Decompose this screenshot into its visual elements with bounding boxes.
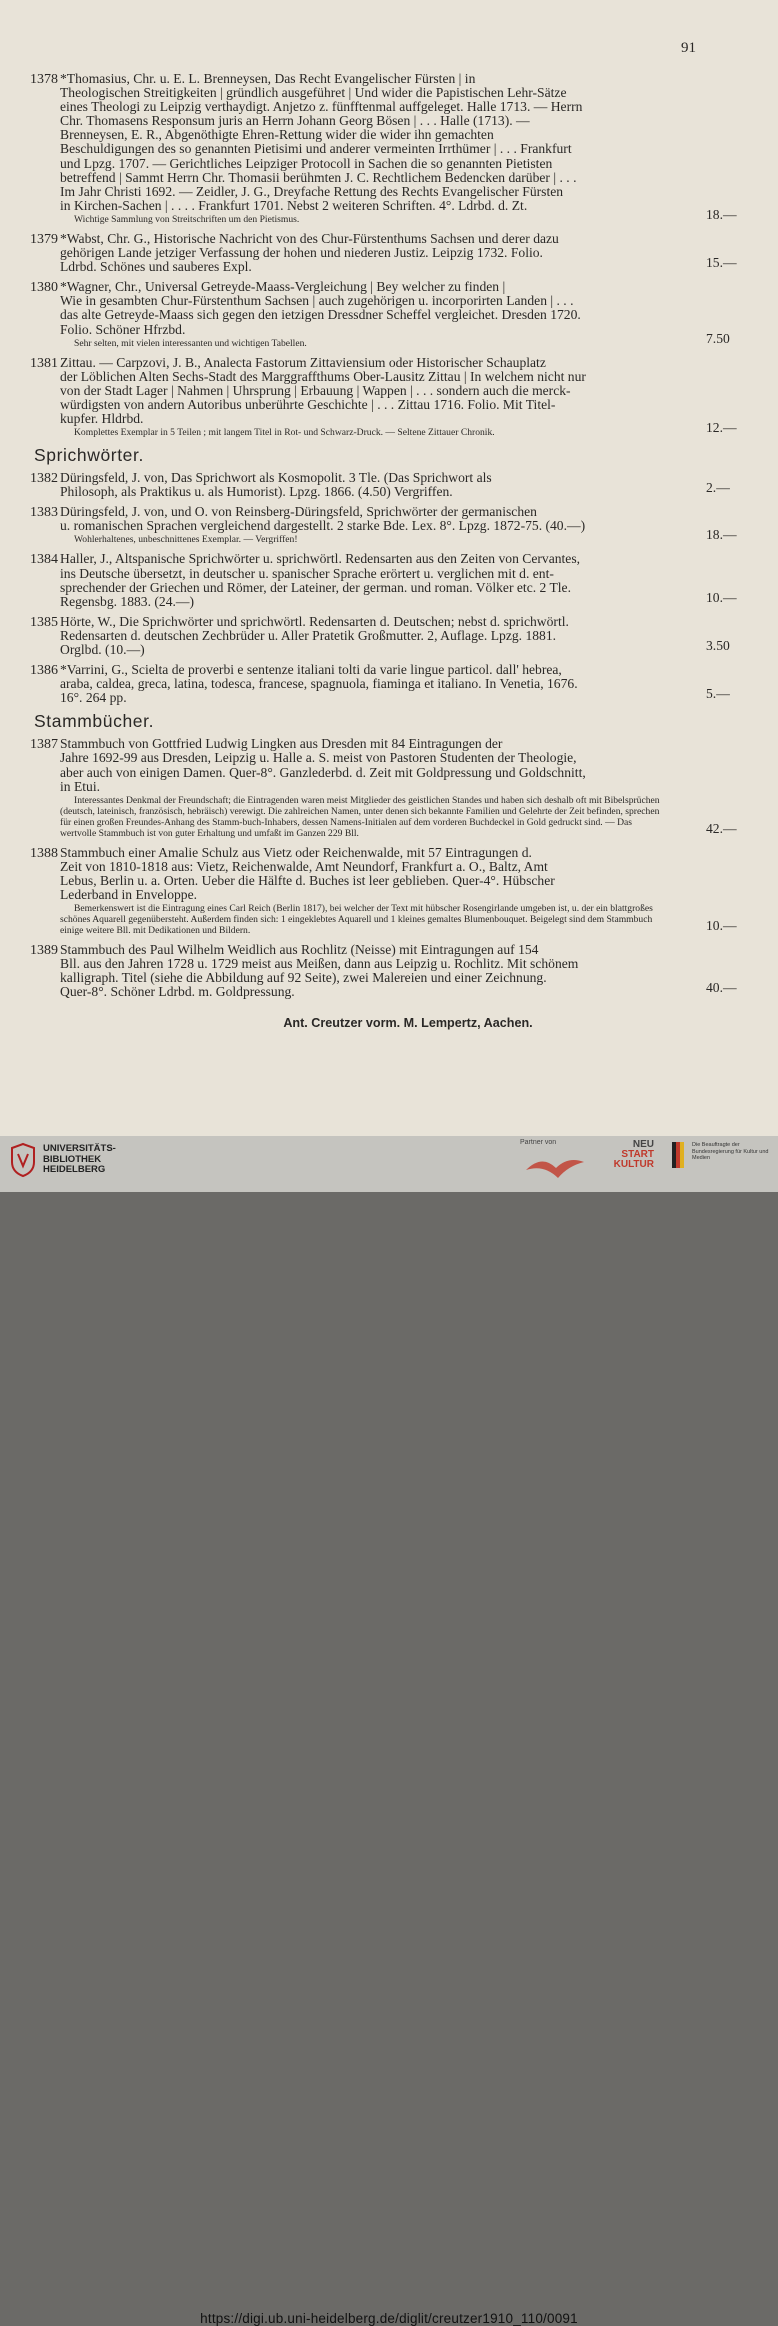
entry-line: Folio. Schöner Hfrzbd.	[60, 321, 186, 337]
entry-line: Stammbuch des Paul Wilhelm Weidlich aus Rochlitz (Neisse) mit Eintragungen auf 154	[60, 942, 539, 958]
entry-description	[60, 280, 660, 349]
entry-line: Düringsfeld, J. von, und O. von Reinsberg-Düringsfeld, Sprichwörter der germanischen	[60, 504, 537, 520]
catalog-entry-1383	[30, 505, 746, 546]
entry-line: Quer-8°. Schöner Ldrbd. m. Goldpressung.	[60, 984, 295, 1000]
entry-line: und Lpzg. 1707. — Gerichtliches Leipziger Protocoll in Sachen die so genannten Pietisten	[60, 155, 553, 171]
entry-number: 1380	[30, 280, 58, 296]
entry-price: 2.—	[706, 480, 730, 496]
entry-price: 40.—	[706, 980, 737, 996]
entry-line: *Wabst, Chr. G., Historische Nachricht von des Chur-Fürstenthums Sachsen und derer dazu	[60, 230, 559, 246]
entry-line: das alte Getreyde-Maass sich gegen den ietzigen Dressdner Scheffel vergleichet. Dresden 1720.	[60, 307, 581, 323]
entry-description	[60, 663, 660, 705]
entry-description	[60, 943, 660, 999]
entry-price: 18.—	[706, 206, 737, 222]
entry-description	[60, 552, 660, 608]
entry-price: 18.—	[706, 527, 737, 543]
entry-line: ins Deutsche übersetzt, in deutscher u. spanischer Sprache erörtert u. verglichen mit d. ent-	[60, 565, 554, 581]
page-number: 91	[681, 40, 696, 56]
catalog-entry-1389	[30, 943, 746, 999]
entry-group-b	[30, 471, 746, 705]
entry-number: 1387	[30, 737, 58, 753]
catalog-entry-1378	[30, 72, 746, 226]
entry-price: 10.—	[706, 918, 737, 934]
entry-line: eines Theologi zu Leipzig verthaydigt. Anjetzo z. fünfftenmal auffgeleget. Halle 1713. — Herrn	[60, 99, 583, 115]
entry-line: von der Stadt Lager | Nahmen | Uhrsprung | Erbauung | Wappen | . . . sondern auch die merck-	[60, 382, 571, 398]
catalog-entry-1388	[30, 846, 746, 937]
entry-line: Stammbuch von Gottfried Ludwig Lingken aus Dresden mit 84 Eintragungen der	[60, 736, 503, 752]
entry-line: der Löblichen Alten Sechs-Stadt des Marggraffthums Ober-Lausitz Zittau | In welchem nicht nur	[60, 368, 586, 384]
entry-line: in Kirchen-Sachen | . . . . Frankfurt 1701. Nebst 2 weiteren Schriften. 4°. Ldrbd. d. Zt.	[60, 197, 528, 213]
entry-line: betreffend | Sammt Herrn Chr. Thomasii berühmten J. C. Rechtlichem Bedencken darüber | . . .	[60, 169, 577, 185]
entry-number: 1385	[30, 614, 58, 630]
entry-price: 15.—	[706, 255, 737, 271]
entry-description	[60, 356, 660, 439]
catalog-entry-1382	[30, 471, 746, 499]
section-title-sprichwoerter: Sprichwörter.	[34, 445, 144, 466]
catalog-entry-1379	[30, 232, 746, 274]
entry-line: u. romanischen Sprachen vergleichend dargestellt. 2 starke Bde. Lex. 8°. Lpzg. 1872-75. (40.—)	[60, 518, 586, 534]
entry-group-c	[30, 737, 746, 999]
entry-note: Sehr selten, mit vielen interessanten und wichtigen Tabellen.	[74, 337, 307, 349]
entry-price: 7.50	[706, 330, 730, 346]
entry-line: Düringsfeld, J. von, Das Sprichwort als Kosmopolit. 3 Tle. (Das Sprichwort als	[60, 470, 492, 486]
entry-line: Philosoph, als Praktikus u. als Humorist). Lpzg. 1866. (4.50) Vergriffen.	[60, 484, 453, 500]
entry-number: 1382	[30, 471, 58, 487]
entry-price: 5.—	[706, 686, 730, 702]
bkm-text: Die Beauftragte der Bundesregierung für Kultur und Medien	[692, 1142, 769, 1161]
entry-line: 16°. 264 pp.	[60, 690, 127, 706]
entry-description	[60, 232, 660, 274]
catalog-content	[30, 72, 746, 1030]
entry-line: Brenneysen, E. R., Abgenöthigte Ehren-Rettung wider die wider ihn gemachten	[60, 127, 494, 143]
entry-note: Bemerkenswert ist die Eintragung eines Carl Reich (Berlin 1817), bei welcher der Text mit hübscher Rosengirlande umgeben ist, u. der ein blattgroßes schönes Aquarell gegenübersteht. Außerdem finden sich: 1 eingeklebtes Aquarell und 1 kleines gemaltes Blumenbouquet. Beigelegt sind dem Stammbuch einige weitere Bll. mit Dedikationen und Bildern.	[60, 903, 653, 937]
ub-heidelberg-logo[interactable]	[8, 1142, 116, 1178]
entry-price: 3.50	[706, 638, 730, 653]
entry-description	[60, 846, 660, 937]
entry-line: Redensarten d. deutschen Zechbrüder u. Aller Pratetik Großmutter. 2, Auflage. Lpzg. 1881.	[60, 627, 557, 643]
entry-description	[60, 505, 660, 546]
entry-line: Regensbg. 1883. (24.—)	[60, 593, 195, 609]
entry-line: Stammbuch einer Amalie Schulz aus Vietz oder Reichenwalde, mit 57 Eintragungen d.	[60, 844, 532, 860]
entry-note: Interessantes Denkmal der Freundschaft; die Eintragenden waren meist Mitglieder des geistlichen Standes und haben sich deshalb oft mit Bibelsprüchen (deutsch, lateinisch, französisch, hebräisch) verewigt. Die zahlreichen Namen, unter denen sich bekannte Familien und Gelehrte der Zeit befinden, sprechen für einen großen Freundes-Anhang des Stamm-buch-Inhabers, dessen Namens-Initialen auf dem vorderen Buchdeckel in Gold gedruckt sind. — Das wertvolle Stammbuch ist von guter Erhaltung und umfaßt im Ganzen 229 Bll.	[60, 794, 660, 839]
federal-eagle-icon	[672, 1142, 686, 1168]
entry-price: 42.—	[706, 820, 737, 836]
publisher-footer: Ant. Creutzer vorm. M. Lempertz, Aachen.	[283, 1015, 533, 1030]
entry-line: Im Jahr Christi 1692. — Zeidler, J. G., Dreyfache Rettung des Rechts Evangelischer Fürsten	[60, 183, 564, 199]
entry-line: Wie in gesambten Chur-Fürstenthum Sachsen | auch zugehörigen u. incorporirten Landen | . . .	[60, 293, 574, 309]
entry-line: Haller, J., Altspanische Sprichwörter u. sprichwörtl. Redensarten aus den Zeiten von Cervantes,	[60, 551, 581, 567]
entry-number: 1383	[30, 505, 58, 521]
entry-line: Beschuldigungen des so genannten Pietisimi und anderer vermeinten Irrthümer | . . . Frankfurt	[60, 141, 572, 157]
entry-line: Zittau. — Carpzovi, J. B., Analecta Fastorum Zittaviensium oder Historischer Schauplatz	[60, 354, 546, 370]
entry-line: araba, caldea, greca, latina, todesca, francese, spagnuola, fiaminga et italiano. In Venetia, 1676.	[60, 676, 578, 692]
entry-number: 1389	[30, 943, 58, 959]
entry-group-a	[30, 72, 746, 439]
entry-description	[60, 615, 660, 657]
bkm-logo[interactable]	[672, 1142, 772, 1168]
entry-line: kalligraph. Titel (siehe die Abbildung auf 92 Seite), zwei Malereien und einer Zeichnung.	[60, 970, 547, 986]
viewer-bottom-bar	[0, 1136, 778, 2326]
ub-logo-text: UNIVERSITÄTS- BIBLIOTHEK HEIDELBERG	[43, 1143, 116, 1176]
entry-line: Orglbd. (10.—)	[60, 642, 145, 657]
entry-line: Theologischen Streitigkeiten | gründlich ausgeführet | Und wider die Papistischen Lehr-Sätze	[60, 85, 567, 101]
entry-line: aber auch von einigen Damen. Quer-8°. Ganzlederbd. d. Zeit mit Goldpressung und Goldschnitt,	[60, 764, 586, 780]
entry-number: 1379	[30, 231, 58, 247]
catalog-entry-1384	[30, 552, 746, 608]
entry-number: 1384	[30, 552, 58, 568]
entry-line: in Etui.	[60, 778, 101, 794]
entry-line: Chr. Thomasens Responsum juris an Herrn Johann Georg Bösen | . . . Halle (1713). —	[60, 113, 530, 129]
entry-line: Lederband in Enveloppe.	[60, 887, 198, 903]
entry-description	[60, 72, 660, 226]
entry-line: Hörte, W., Die Sprichwörter und sprichwörtl. Redensarten d. Deutschen; nebst d. sprichwörtl.	[60, 613, 569, 629]
entry-number: 1378	[30, 72, 58, 87]
catalog-entry-1380	[30, 280, 746, 349]
partner-bird-icon	[522, 1150, 590, 1182]
entry-line: *Varrini, G., Scielta de proverbi e sentenze italiani tolti da varie lingue particol. dall' hebrea,	[60, 662, 562, 678]
catalog-entry-1385	[30, 615, 746, 657]
entry-line: gehörigen Lande jetziger Verfassung der hohen und niederen Justiz. Leipzig 1732. Folio.	[60, 245, 543, 261]
catalog-page	[0, 0, 778, 1136]
neustart-kultur-logo[interactable]: NEU START KULTUR	[613, 1139, 654, 1170]
catalog-entry-1381	[30, 356, 746, 439]
catalog-entry-1387	[30, 737, 746, 839]
entry-line: Lebus, Berlin u. a. Orten. Ueber die Hälfte d. Buches ist leer geblieben. Quer-4°. Hübscher	[60, 872, 555, 888]
entry-line: Bll. aus den Jahren 1728 u. 1729 meist aus Meißen, dann aus Leipzig u. Rochlitz. Mit schönem	[60, 956, 579, 972]
entry-line: kupfer. Hldrbd.	[60, 410, 144, 426]
permalink-url[interactable]: https://digi.ub.uni-heidelberg.de/diglit/creutzer1910_110/0091	[200, 2311, 578, 2326]
entry-line: Zeit von 1810-1818 aus: Vietz, Reichenwalde, Amt Neundorf, Frankfurt a. O., Baltz, Amt	[60, 858, 548, 874]
entry-number: 1386	[30, 663, 58, 679]
section-title-stammbuecher: Stammbücher.	[34, 711, 155, 732]
entry-line: würdigsten von andern Autoribus unberührte Geschichte | . . . Zittau 1716. Folio. Mit Titel-	[60, 396, 556, 412]
entry-description	[60, 471, 660, 499]
entry-note: Komplettes Exemplar in 5 Teilen ; mit langem Titel in Rot- und Schwarz-Druck. — Seltene Zittauer Chronik.	[74, 427, 495, 439]
entry-description	[60, 737, 660, 839]
entry-price: 10.—	[706, 589, 737, 605]
entry-line: *Thomasius, Chr. u. E. L. Brenneysen, Das Recht Evangelischer Fürsten | in	[60, 71, 476, 86]
entry-line: *Wagner, Chr., Universal Getreyde-Maass-Vergleichung | Bey welcher zu finden |	[60, 279, 506, 295]
partner-label: Partner von	[520, 1139, 557, 1146]
entry-number: 1381	[30, 355, 58, 371]
entry-line: Jahre 1692-99 aus Dresden, Leipzig u. Halle a. S. meist von Pastoren Studenten der Theologie,	[60, 750, 577, 766]
entry-line: Ldrbd. Schönes und sauberes Expl.	[60, 259, 252, 275]
entry-line: sprechender der Griechen und Römer, der Lateiner, der german. und roman. Völker etc. 2 Tle.	[60, 579, 571, 595]
entry-note: Wichtige Sammlung von Streitschriften um den Pietismus.	[74, 213, 300, 225]
entry-number: 1388	[30, 845, 58, 861]
entry-note: Wohlerhaltenes, unbeschnittenes Exemplar. — Vergriffen!	[74, 534, 298, 546]
ub-crest-icon	[8, 1142, 38, 1178]
entry-price: 12.—	[706, 419, 737, 435]
catalog-entry-1386	[30, 663, 746, 705]
